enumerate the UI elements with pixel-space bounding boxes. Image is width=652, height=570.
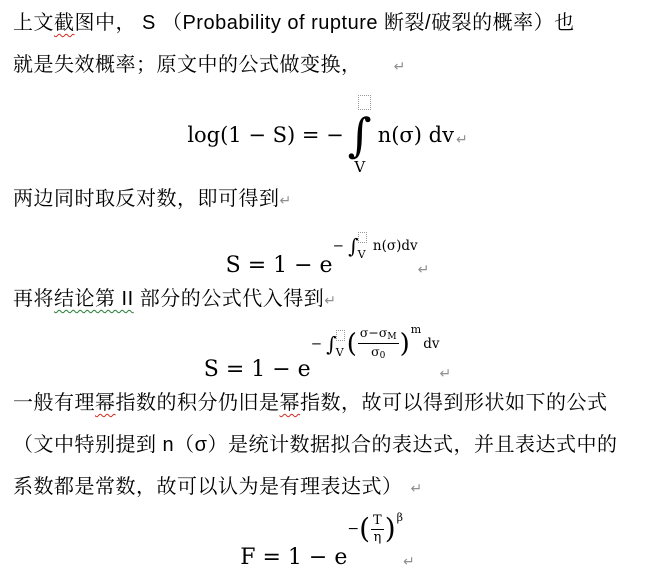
equation-exponent [333,232,418,260]
equation-exponent [310,323,440,362]
integral-with-limits [348,95,372,175]
paragraph-return-mark: ↵ [410,481,423,497]
equation-weibull-cdf [13,511,642,570]
paragraph-line [13,424,642,466]
paragraph-return-mark: ↵ [279,193,292,209]
equation-rhs: n(σ) dv [377,123,454,147]
fraction-numerator: T [373,513,382,528]
text-run: 一般有理 [13,392,95,414]
close-parenthesis: ) [399,328,410,359]
fraction [370,514,385,544]
paragraph-return-mark: ↵ [393,59,406,75]
open-parenthesis: ( [359,512,371,546]
equation-survival-exponential [13,228,642,278]
equation-lhs: log(1 − S) = − [187,123,344,147]
paragraph-return-mark: ↵ [417,262,430,278]
integral-sign: ∫ [347,108,372,162]
paragraph-line [13,44,642,88]
paragraph-line [13,382,642,424]
equation-placeholder-box [358,232,367,243]
equation-weibull-integral [13,324,642,382]
spellcheck-flagged-text: 幂 [95,392,116,414]
spellcheck-flagged-text: 截 [54,12,75,34]
equation-exponent [347,511,404,546]
integral-limits [358,232,367,260]
text-run: 就是失效概率；原文中的公式做变换， [13,54,368,76]
text-run: 部分的公式代入得到 [133,288,325,310]
text-run: 再将 [13,288,54,310]
integral-lower-limit: V [357,248,366,261]
text-run: 指数，故可以得到形状如下的公式 [300,392,608,414]
paragraph-line [13,278,642,322]
exponent-power: β [396,511,404,524]
fraction-numerator [358,326,399,344]
close-parenthesis: ) [384,512,396,546]
paragraph-line [13,2,642,44]
denominator-text: σ [371,344,380,360]
minus-sign: − [332,238,349,254]
minus-sign: − [347,521,360,538]
text-run: 两边同时取反对数，即可得到 [13,188,280,210]
spellcheck-flagged-text: 幂 [279,392,300,414]
differential: dv [423,335,440,352]
open-parenthesis: ( [346,328,357,359]
equation-placeholder-box [336,330,345,341]
integral-sign: ∫ [348,234,359,258]
text-run: 上文 [13,12,54,34]
text-run: （文中特别提到 n（σ）是统计数据拟合的表达式，并且表达式中的 [13,434,618,456]
minus-sign: − [310,335,327,352]
integral-limits [336,330,345,358]
fraction [357,326,400,362]
paragraph-return-mark: ↵ [455,132,468,148]
denominator-subscript: 0 [379,351,386,362]
paragraph-line [13,178,642,222]
equation-base: S = 1 − e [225,253,333,278]
numerator-text: σ−σ [359,325,388,340]
paragraph-line [13,466,642,510]
equation-base: S = 1 − e [203,357,311,382]
integral-lower-limit: V [335,345,344,359]
paragraph-return-mark: ↵ [439,366,452,382]
text-run: 系数都是常数，故可以认为是有理表达式） [13,476,403,498]
text-run: 指数的积分仍旧是 [115,392,280,414]
grammar-flagged-text: 结论第 II [54,288,134,310]
fraction-denominator [371,344,385,361]
equation-log-integral [13,92,642,178]
exponent-power: m [410,323,422,336]
equation-base: F = 1 − e [240,545,348,570]
integral-sign: ∫ [326,331,337,356]
integral-lower-limit: V [354,158,366,176]
text-run: 图中， S （Probability of rupture 断裂/破裂的概率）也 [74,12,575,34]
paragraph-return-mark: ↵ [403,554,415,570]
paragraph-return-mark: ↵ [324,293,337,309]
numerator-subscript: M [387,332,397,342]
fraction-denominator: η [373,529,382,545]
integrand: n(σ)dv [368,238,418,254]
